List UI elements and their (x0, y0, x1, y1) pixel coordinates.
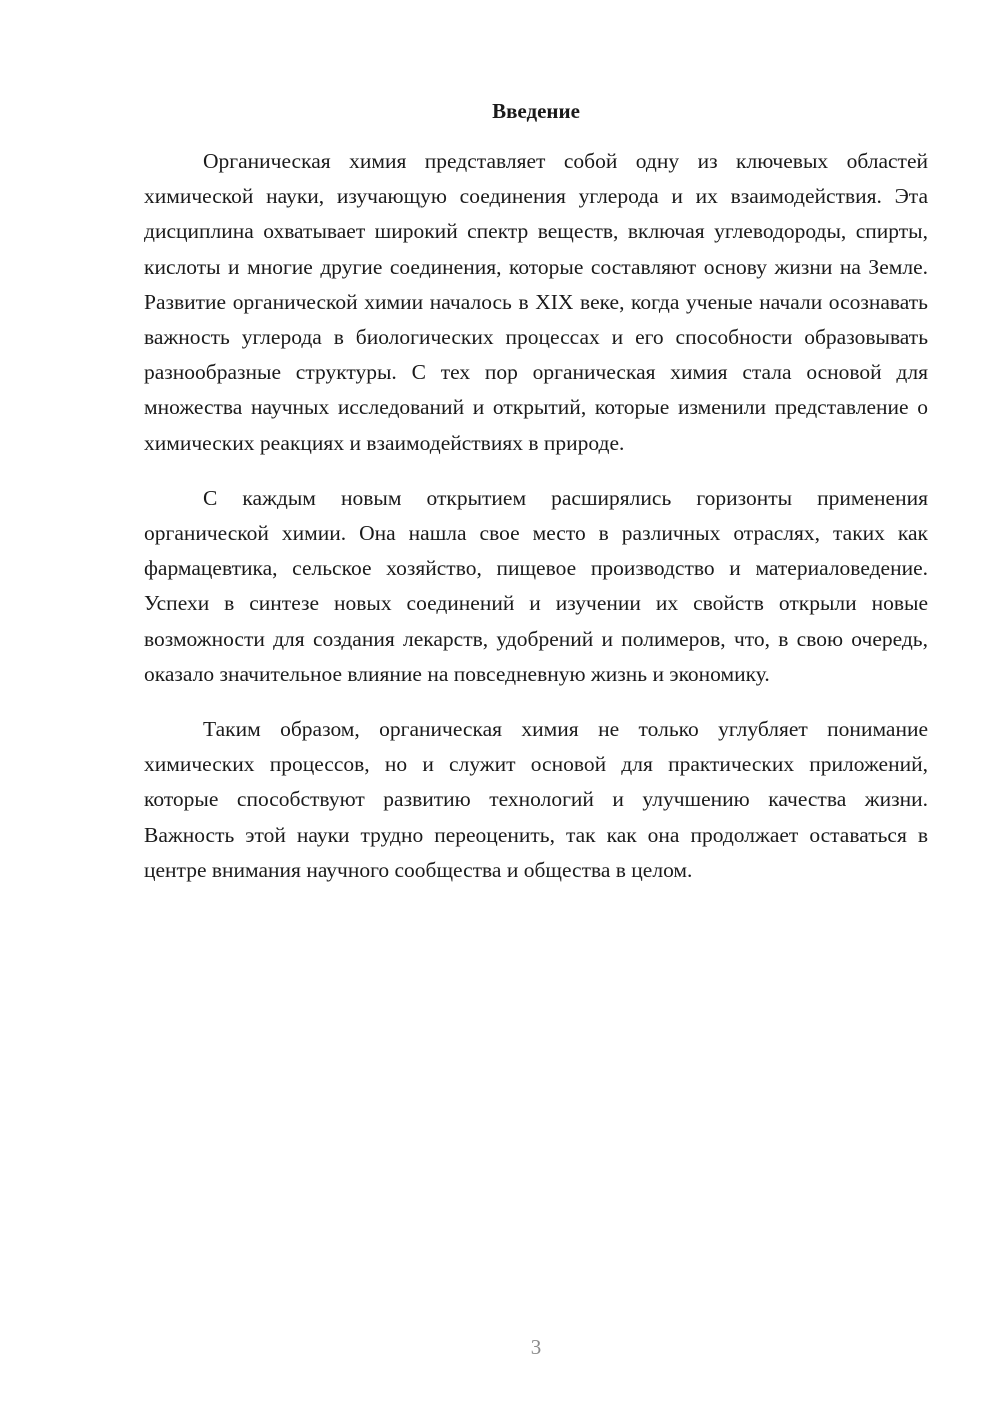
page-number: 3 (530, 1335, 542, 1359)
section-heading: Введение (492, 99, 580, 123)
paragraph-2: С каждым новым открытием расширялись горизонты применения органической химии. Она нашла свое место в различных отраслях, таких как фармацевтика, сельское хозяйство, пищевое производство и материаловедение. Успехи в синтезе новых соединений и изучении их свойств открыли новые возможности для создания лекарств, удобрений и полимеров, что, в свою очередь, оказало значительное влияние на повседневную жизнь и экономику. (144, 485, 928, 686)
paragraph-3: Таким образом, органическая химия не только углубляет понимание химических процессов, но и служит основой для практических приложений, которые способствуют развитию технологий и улучшению качества жизни. Важность этой науки трудно переоценить, так как она продолжает оставаться в центре внимания научного сообщества и общества в целом. (144, 717, 928, 882)
page-content (144, 96, 928, 908)
paragraph-1: Органическая химия представляет собой одну из ключевых областей химической науки, изучающую соединения углерода и их взаимодействия. Эта дисциплина охватывает широкий спектр веществ, включая углеводороды, спирты, кислоты и многие другие соединения, которые составляют основу жизни на Земле. Развитие органической химии началось в XIX веке, когда ученые начали осознавать важность углерода в биологических процессах и его способности образовывать разнообразные структуры. С тех пор органическая химия стала основой для множества научных исследований и открытий, которые изменили представление о химических реакциях и взаимодействиях в природе. (144, 149, 928, 455)
